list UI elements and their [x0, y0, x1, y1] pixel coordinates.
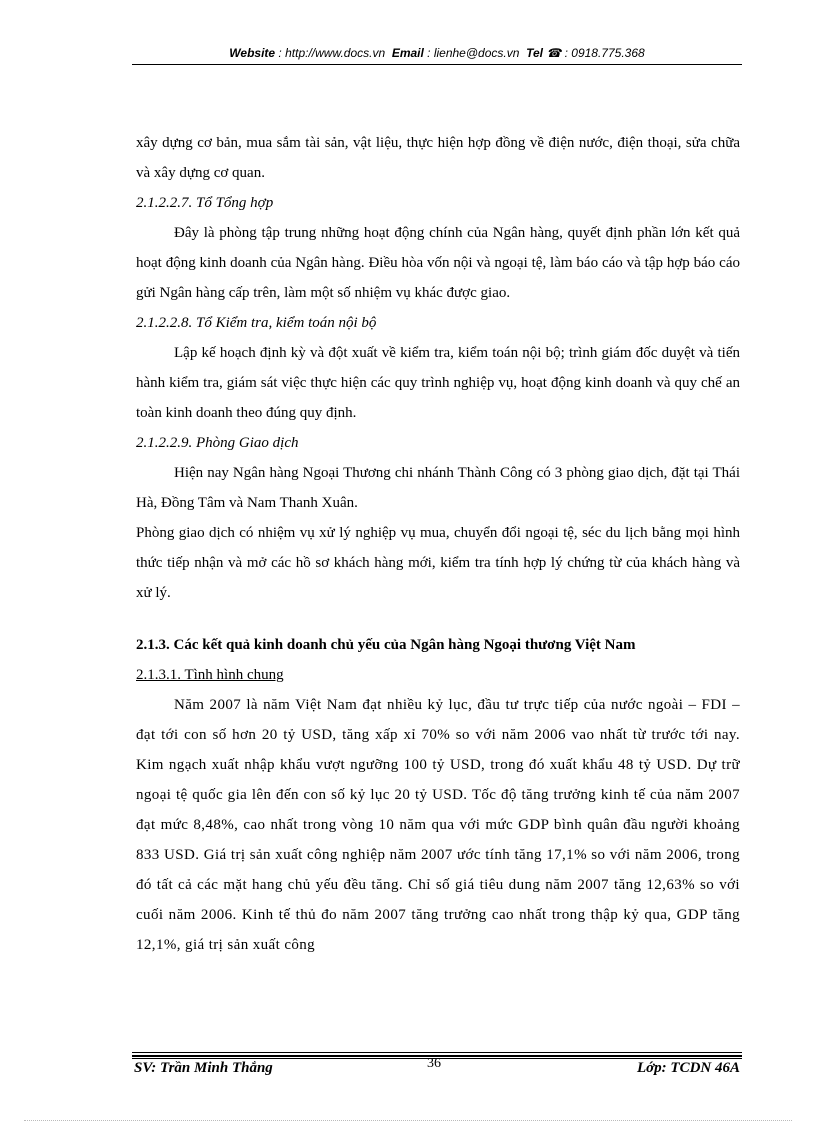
section-heading: 2.1.3. Các kết quả kinh doanh chủ yếu của Ngân hàng Ngoại thương Việt Nam [136, 637, 636, 653]
footer-divider-top [132, 1052, 742, 1053]
heading-kiem-tra: 2.1.2.2.8. Tổ Kiểm tra, kiểm toán nội bộ [136, 315, 377, 331]
website-value: : http://www.docs.vn [275, 46, 386, 60]
header-divider [132, 64, 742, 65]
website-label: Website [229, 46, 276, 60]
email-label: Email [391, 46, 424, 60]
page-number: 36 [427, 1056, 441, 1071]
paragraph-phong-giao-dich-1: Hiện nay Ngân hàng Ngoại Thương chi nhánh Thành Công có 3 phòng giao dịch, đặt tại Thái Hà, Đồng Tâm và Nam Thanh Xuân. [136, 465, 740, 511]
tel-label: Tel [526, 46, 543, 60]
paragraph-kiem-tra: Lập kế hoạch định kỳ và đột xuất về kiểm tra, kiểm toán nội bộ; trình giám đốc duyệt và tiến hành kiểm tra, giám sát việc thực hiện các quy trình nghiệp vụ, hoạt động kinh doanh và quy chế an toàn kinh doanh theo đúng quy định. [136, 345, 740, 421]
document-body [136, 128, 740, 960]
footer-class: Lớp: TCDN 46A [636, 1060, 740, 1076]
footer-student: SV: Trần Minh Thắng [134, 1060, 273, 1076]
page-header [132, 46, 742, 60]
page-bottom-border [24, 1120, 792, 1121]
paragraph-construction: xây dựng cơ bản, mua sắm tài sản, vật liệu, thực hiện hợp đồng về điện nước, điện thoại, sửa chữa và xây dựng cơ quan. [136, 135, 740, 181]
paragraph-to-tong-hop: Đây là phòng tập trung những hoạt động chính của Ngân hàng, quyết định phần lớn kết quả hoạt động kinh doanh của Ngân hàng. Điều hòa vốn nội và ngoại tệ, làm báo cáo và tập hợp báo cáo gửi Ngân hàng cấp trên, làm một số nhiệm vụ khác được giao. [136, 225, 740, 301]
paragraph-phong-giao-dich-2: Phòng giao dịch có nhiệm vụ xử lý nghiệp vụ mua, chuyển đổi ngoại tệ, séc du lịch bằng mọi hình thức tiếp nhận và mở các hồ sơ khách hàng mới, kiểm tra tính hợp lý chứng từ của khách hàng và xử lý. [136, 525, 740, 601]
paragraph-tinh-hinh-chung: Năm 2007 là năm Việt Nam đạt nhiều kỷ lục, đầu tư trực tiếp của nước ngoài – FDI – đạt tới con số hơn 20 tỷ USD, tăng xấp xỉ 70% so với năm 2006 vao nhất từ trước tới nay. Kim ngạch xuất nhập khẩu vượt ngưỡng 100 tỷ USD, trong đó xuất khẩu 48 tỷ USD. Dự trữ ngoại tệ quốc gia lên đến con số kỷ lục 20 tỷ USD. Tốc độ tăng trưởng kinh tế của năm 2007 đạt mức 8,48%, cao nhất trong vòng 10 năm qua với mức GDP bình quân đầu người khoảng 833 USD. Giá trị sản xuất công nghiệp năm 2007 ước tính tăng 17,1% so với năm 2006, trong đó tất cả các mặt hang chủ yếu đều tăng. Chỉ số giá tiêu dung năm 2007 tăng 12,63% so với cuối năm 2006. Kinh tế thủ đo năm 2007 tăng trưởng cao nhất trong thập kỷ qua, GDP tăng 12,1%, giá trị sản xuất công [136, 697, 740, 953]
subsection-heading: 2.1.3.1. Tình hình chung [136, 667, 284, 683]
tel-value: ☎ : 0918.775.368 [542, 46, 645, 60]
email-value: : lienhe@docs.vn [423, 46, 520, 60]
heading-phong-giao-dich: 2.1.2.2.9. Phòng Giao dịch [136, 435, 299, 451]
heading-to-tong-hop: 2.1.2.2.7. Tổ Tổng hợp [136, 195, 274, 211]
